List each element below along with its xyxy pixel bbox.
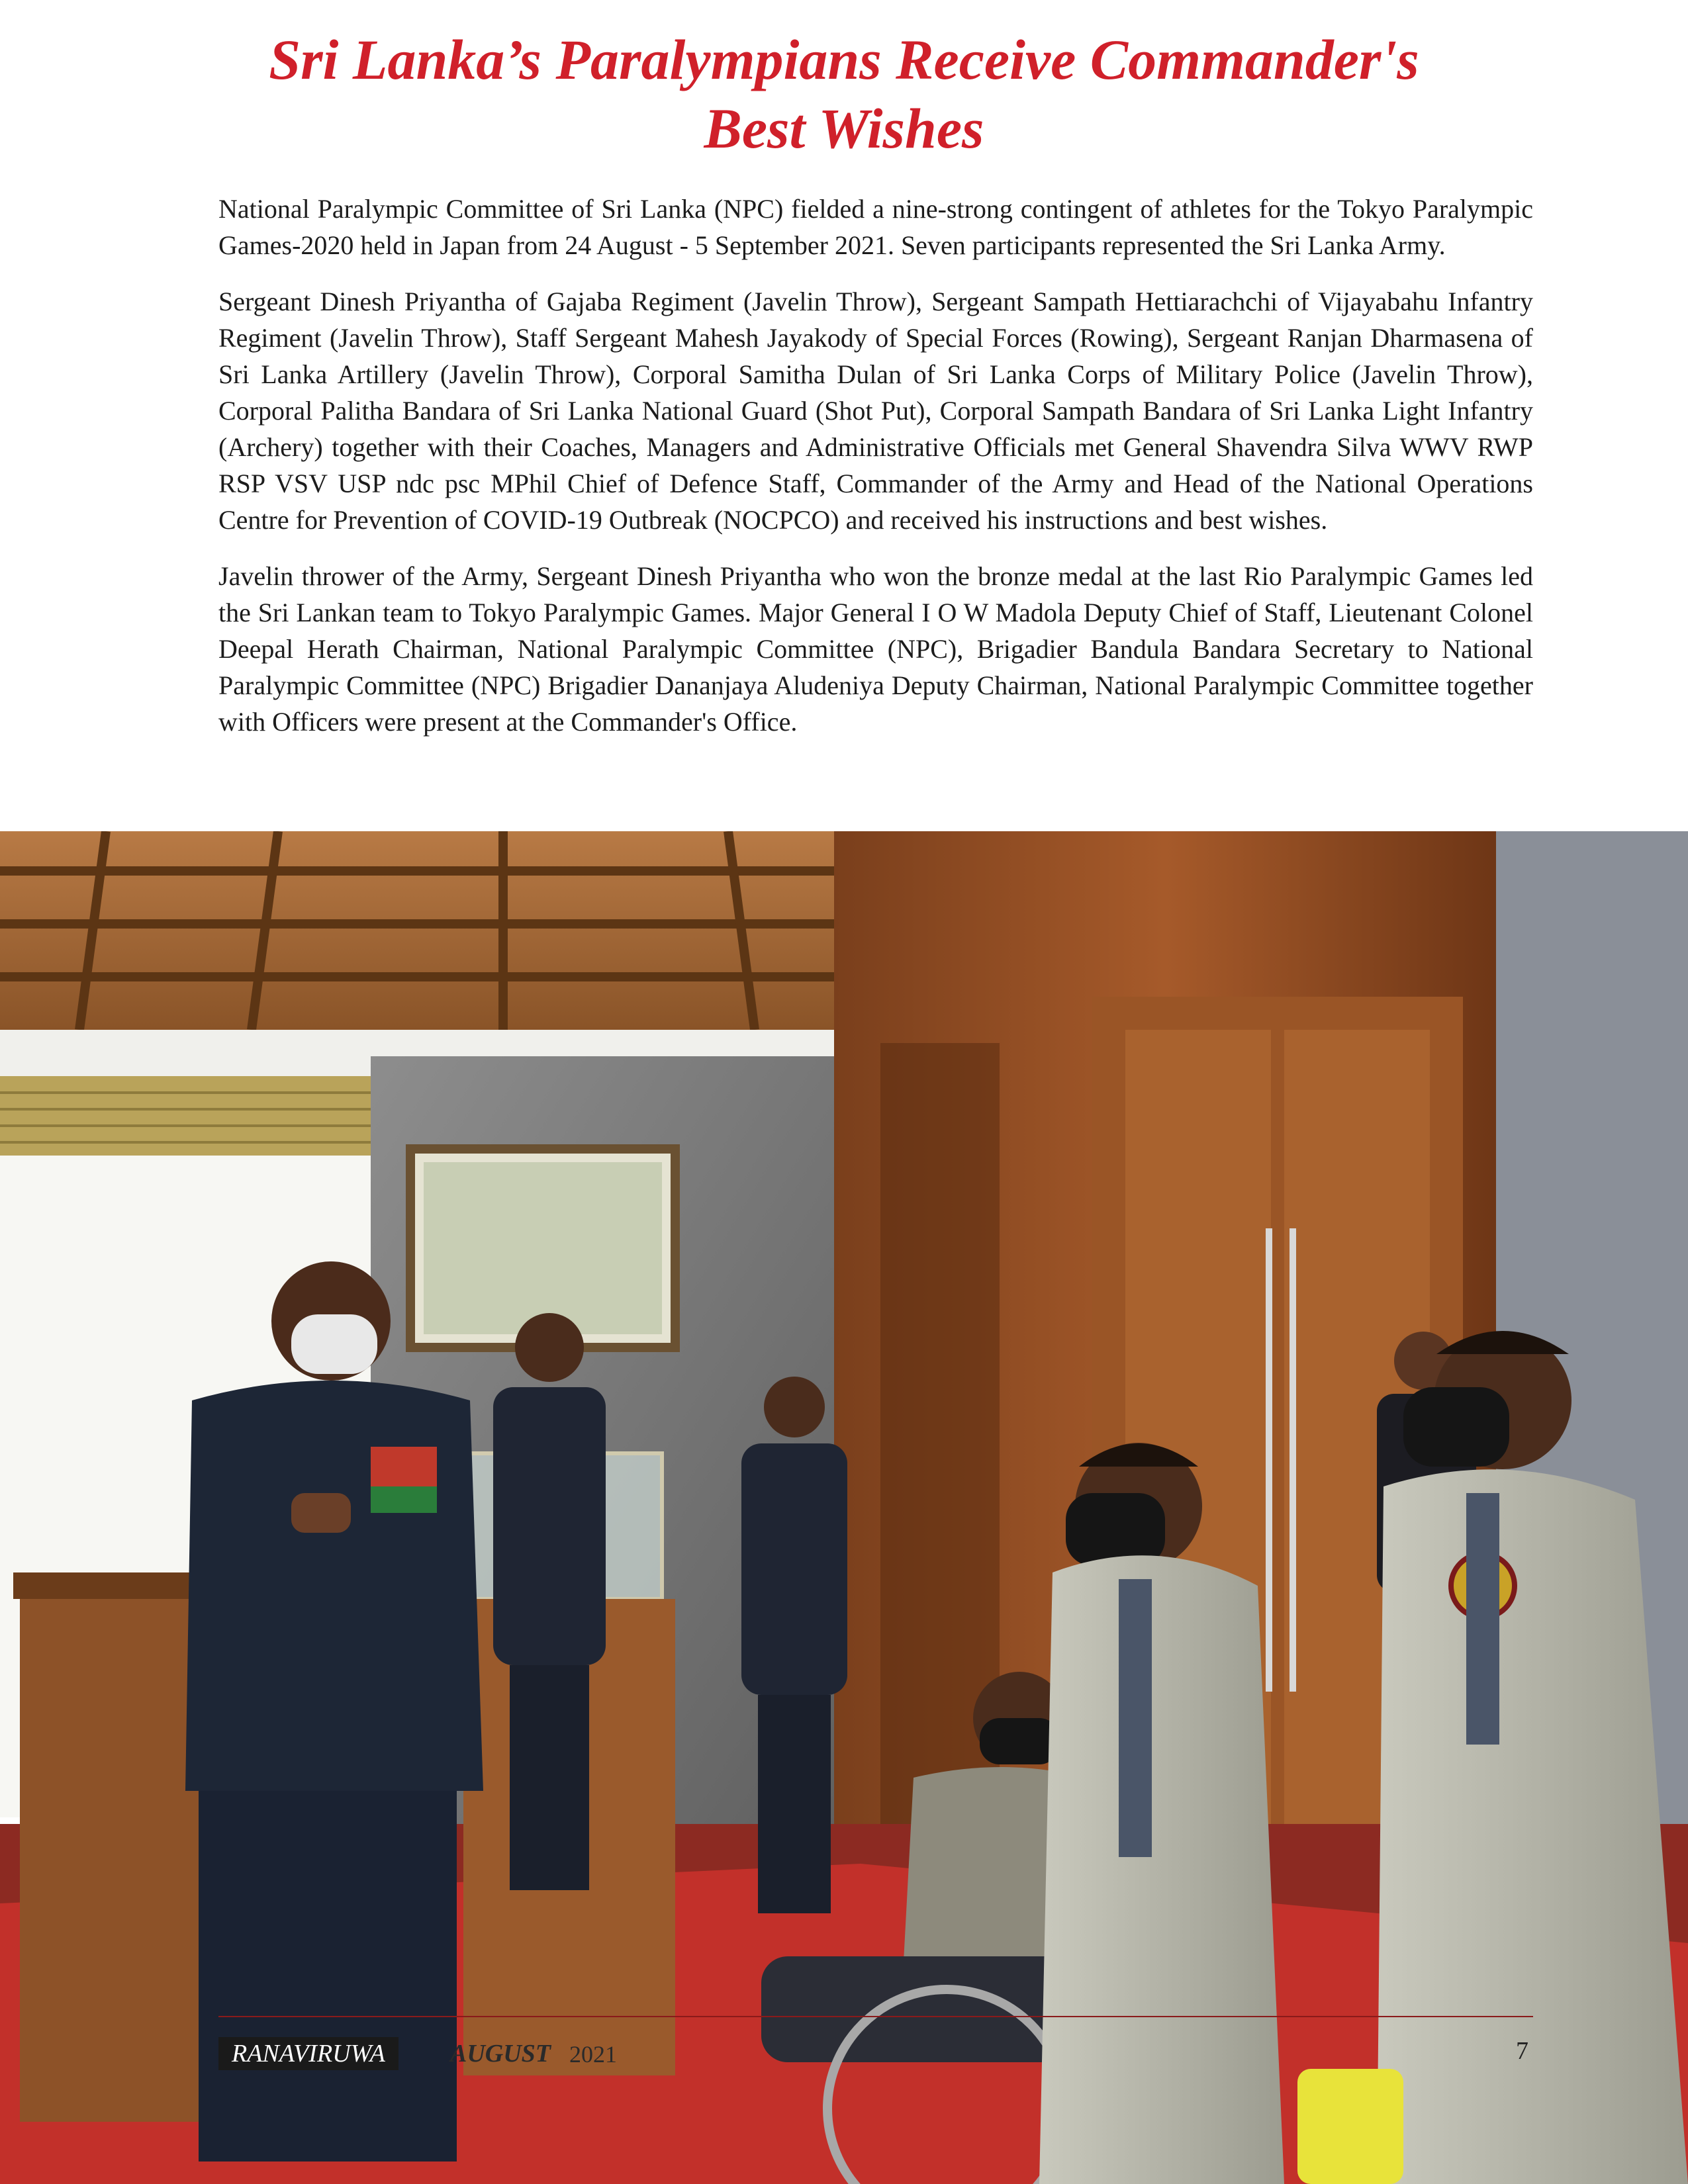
article-paragraph: Javelin thrower of the Army, Sergeant Dinesh Priyantha who won the bronze medal at the last Rio Paralympic Games led the Sri Lankan team to Tokyo Paralympic Games. Major General I O W Madola Deputy Chief of Staff, Lieutenant Colonel Deepal Herath Chairman, National Paralympic Committee (NPC), Brigadier Bandula Bandara Secretary to National Paralympic Committee (NPC) Brigadier Dananjaya Aludeniya Deputy Chairman, National Paralympic Committee together with Officers were present at the Commander's Office.: [218, 561, 1533, 737]
footer-magazine-name: RANAVIRUWA: [218, 2037, 399, 2070]
article-title: [0, 25, 1688, 163]
article-body: [218, 191, 1533, 760]
article-title-line-1: Sri Lanka’s Paralympians Receive Commander's: [269, 28, 1419, 91]
footer-rule: [218, 2016, 1533, 2017]
article-title-line-2: Best Wishes: [704, 97, 984, 160]
article-paragraph: Sergeant Dinesh Priyantha of Gajaba Regiment (Javelin Throw), Sergeant Sampath Hettiarachchi of Vijayabahu Infantry Regiment (Javelin Throw), Staff Sergeant Mahesh Jayakody of Special Forces (Rowing), Sergeant Ranjan Dharmasena of Sri Lanka Artillery (Javelin Throw), Corporal Samitha Dulan of Sri Lanka Corps of Military Police (Javelin Throw), Corporal Palitha Bandara of Sri Lanka National Guard (Shot Put), Corporal Sampath Bandara of Sri Lanka Light Infantry (Archery) together with their Coaches, Managers and Administrative Officials met General Shavendra Silva WWV RWP RSP VSV USP ndc psc MPhil Chief of Defence Staff, Commander of the Army and Head of the National Operations Centre for Prevention of COVID-19 Outbreak (NOCPCO) and received his instructions and best wishes.: [218, 287, 1533, 535]
event-photo: [0, 831, 1688, 2184]
footer-month: AUGUST: [450, 2040, 551, 2068]
page-number: 7: [1516, 2037, 1528, 2065]
footer-year: 2021: [569, 2041, 617, 2068]
article-paragraph: National Paralympic Committee of Sri Lanka (NPC) fielded a nine-strong contingent of athletes for the Tokyo Paralympic Games-2020 held in Japan from 24 August - 5 September 2021. Seven participants represented the Sri Lanka Army.: [218, 194, 1533, 260]
